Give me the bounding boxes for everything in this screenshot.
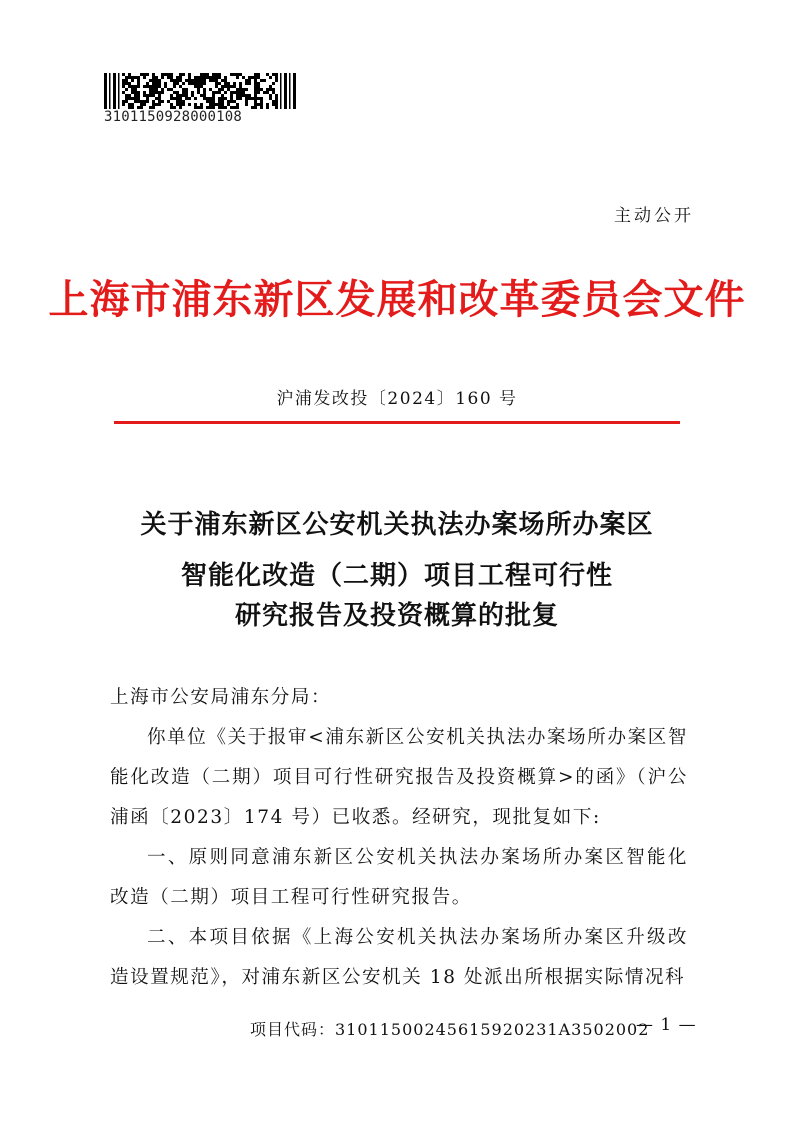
project-code: 项目代码：31011500245615920231A3502002: [250, 1020, 650, 1039]
page-number: — 1 —: [636, 1015, 697, 1035]
disclosure-label: 主动公开: [614, 206, 694, 226]
body-paragraph-2: 一、原则同意浦东新区公安机关执法办案场所办案区智能化改造（二期）项目工程可行性研究报告。: [110, 847, 688, 908]
document-title-line-3: 研究报告及投资概算的批复: [234, 601, 559, 631]
agency-title: 上海市浦东新区发展和改革委员会文件: [48, 277, 746, 322]
barcode-number: 3101150928000108: [104, 109, 243, 125]
body-paragraph-1: 你单位《关于报审<浦东新区公安机关执法办案场所办案区智能化改造（二期）项目可行性研究报告及投资概算>的函》（沪公浦函〔2023〕174 号）已收悉。经研究，现批复如下:: [110, 727, 688, 828]
salutation: 上海市公安局浦东分局：: [110, 687, 332, 708]
document-number: 沪浦发改投〔2024〕160 号: [276, 389, 518, 409]
document-title-line-1: 关于浦东新区公安机关执法办案场所办案区: [140, 510, 654, 540]
document-body: [110, 678, 688, 998]
document-title-line-2: 智能化改造（二期）项目工程可行性: [180, 561, 613, 591]
red-divider-line: [114, 421, 680, 424]
barcode-image: [104, 73, 296, 109]
body-paragraph-3: 二、本项目依据《上海公安机关执法办案场所办案区升级改造设置规范》，对浦东新区公安机关 18 处派出所根据实际情况科: [110, 927, 688, 988]
